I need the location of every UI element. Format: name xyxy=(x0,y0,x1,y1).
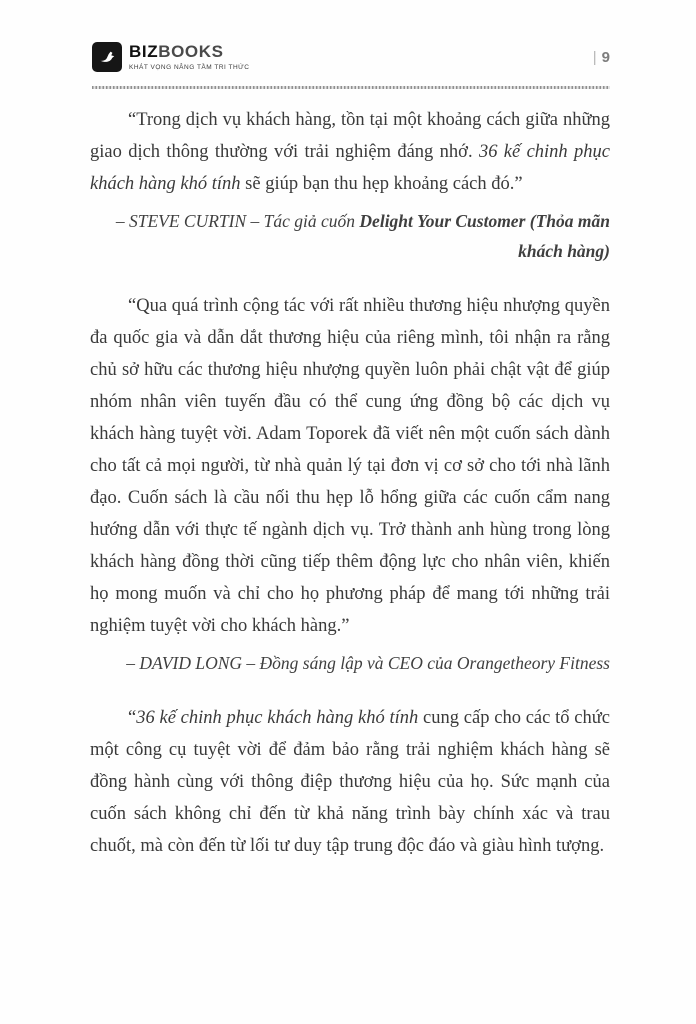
quote-1-open: “Trong dịch vụ khách hàng, tồn tại một khoảng cách giữa những giao dịch thông thường với trải nghiệm đáng nhớ. xyxy=(90,110,610,162)
attribution-david-long: – DAVID LONG – Đồng sáng lập và CEO của Orangetheory Fitness xyxy=(126,653,610,673)
brand-books: BOOKS xyxy=(158,42,224,62)
bizbooks-logo-text xyxy=(129,43,249,71)
page-content xyxy=(90,104,610,862)
quote-paragraph-2: “Qua quá trình cộng tác với rất nhiều thương hiệu nhượng quyền đa quốc gia và dẫn dắt thương hiệu của riêng mình, tôi nhận ra rằng chủ sở hữu các thương hiệu nhượng quyền luôn phải chật vật để giúp nhóm nhân viên tuyến đầu có thể cung ứng đồng bộ các dịch vụ khách hàng tuyệt vời. Adam Toporek đã viết nên một cuốn sách dành cho tất cả mọi người, từ nhà quản lý tại đơn vị cơ sở cho tới nhà lãnh đạo. Cuốn sách là cầu nối thu hẹp lỗ hổng giữa các cuốn cẩm nang hướng dẫn với thực tế ngành dịch vụ. Trở thành anh hùng trong lòng khách hàng đồng thời cũng tiếp thêm động lực cho nhân viên, khiến họ mong muốn và chỉ cho họ phương pháp để mang tới những trải nghiệm tuyệt vời cho khách hàng.” xyxy=(90,296,610,636)
header-divider xyxy=(92,86,610,89)
book-title-italic-1: 36 kế chinh phục khách hàng khó tính xyxy=(90,142,610,194)
quote-3-open: “ xyxy=(128,708,137,728)
bizbooks-stamp-icon xyxy=(92,42,122,72)
page-number-separator: | xyxy=(592,48,597,66)
quote-3-close: cung cấp cho các tổ chức một công cụ tuyệt vời để đảm bảo rằng trải nghiệm khách hàng sẽ đồng hành cùng với thông điệp thương hiệu của họ. Sức mạnh của cuốn sách không chỉ đến từ khả năng trình bày chính xác và trau chuốt, mà còn đến từ lối tư duy tập trung độc đáo và giàu hình tượng. xyxy=(90,708,610,856)
quote-paragraph-1 xyxy=(90,104,610,200)
attribution-1-prefix: – STEVE CURTIN – Tác giả cuốn xyxy=(115,211,360,231)
brand-tagline: KHÁT VỌNG NÂNG TẦM TRI THỨC xyxy=(129,63,250,71)
bizbooks-logo xyxy=(92,42,249,72)
attribution-1-work-title: Delight Your Customer (Thỏa mãn khách hàng) xyxy=(359,211,610,261)
brand-biz: BIZ xyxy=(129,42,159,62)
page-number-value: 9 xyxy=(601,48,610,66)
brand-name xyxy=(129,43,249,62)
attribution-steve-curtin xyxy=(90,206,610,266)
quote-paragraph-3 xyxy=(90,702,610,862)
quote-1-close: sẽ giúp bạn thu hẹp khoảng cách đó.” xyxy=(240,174,523,194)
page-number xyxy=(593,49,610,66)
book-title-italic-3: 36 kế chinh phục khách hàng khó tính xyxy=(136,708,419,728)
page-header xyxy=(92,42,610,72)
